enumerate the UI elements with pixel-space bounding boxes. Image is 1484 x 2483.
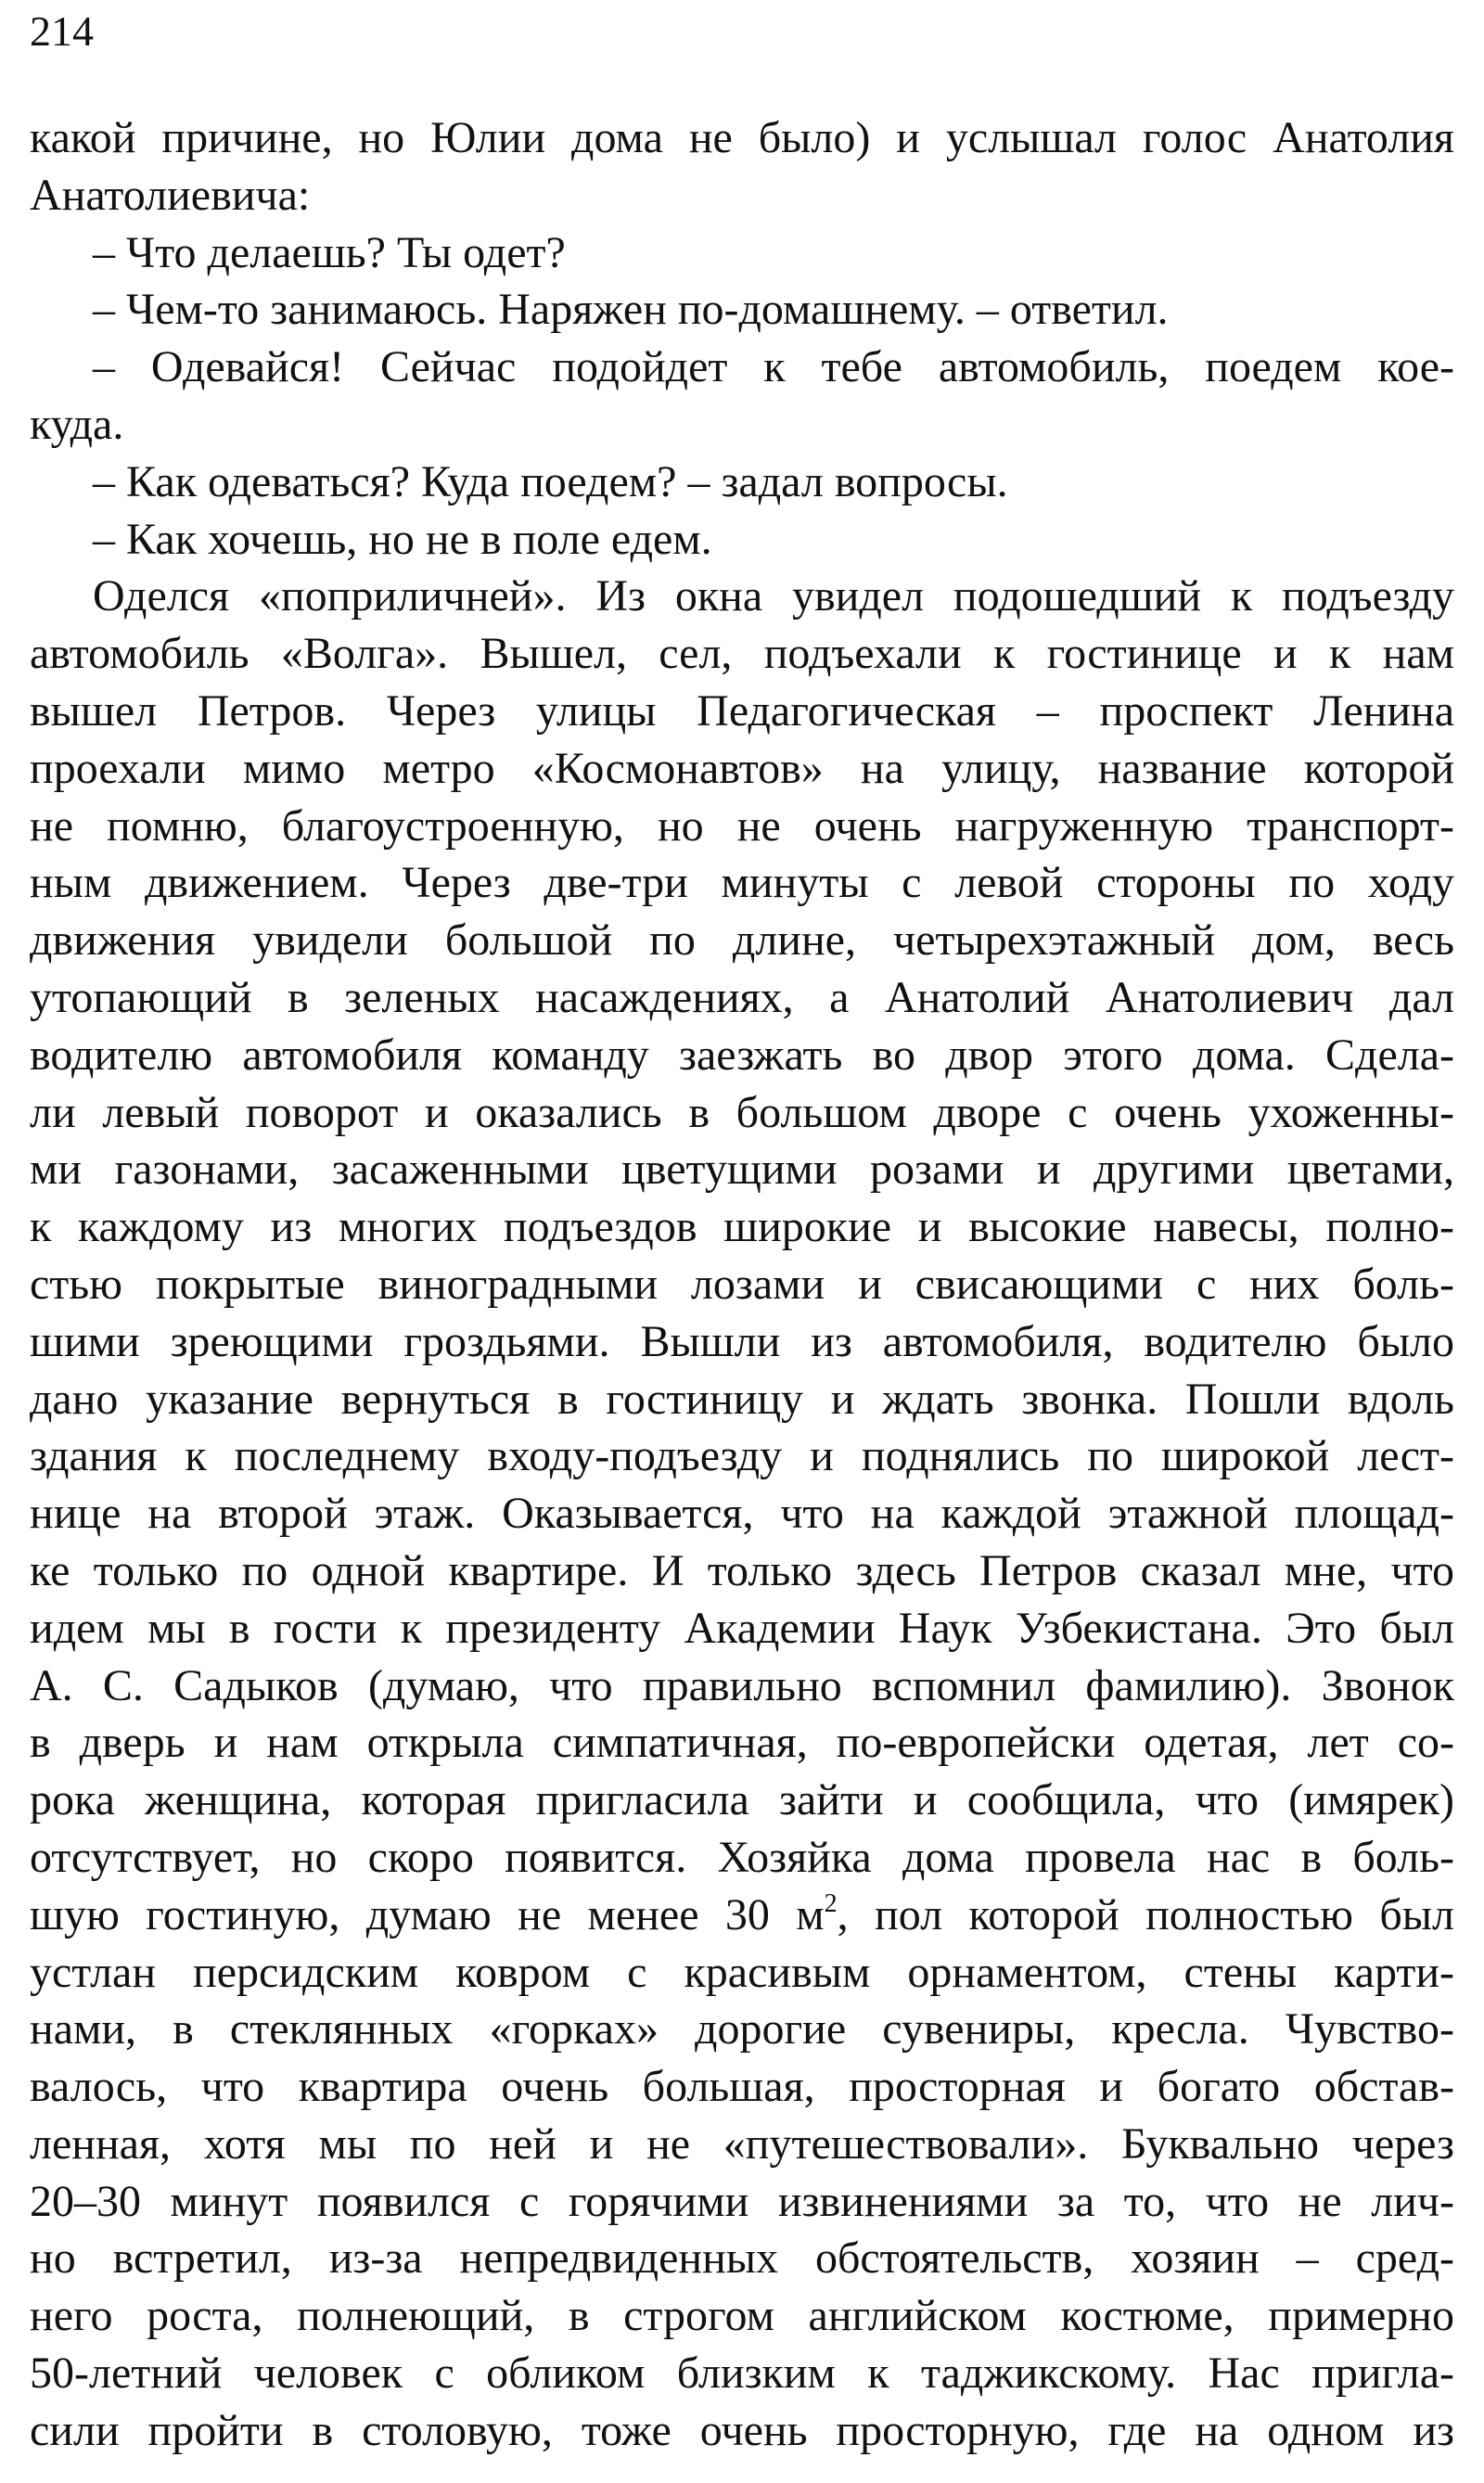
text-line: проехали мимо метро «Космонавтов» на улицу, название которой bbox=[30, 743, 1454, 793]
text-line: Анатолиевича: bbox=[30, 170, 311, 220]
dialogue-line: – Как одеваться? Куда поедем? – задал вопросы. bbox=[93, 456, 1008, 506]
text-line: утопающий в зеленых насаждениях, а Анатолий Анатолиевич дал bbox=[30, 972, 1454, 1022]
text-line: 20–30 минут появился с горячими извинениями за то, что не лич- bbox=[30, 2176, 1454, 2226]
dialogue-line: – Одевайся! Сейчас подойдет к тебе автомобиль, поедем кое- bbox=[93, 342, 1454, 392]
paragraph-start-line: Оделся «поприличней». Из окна увидел подошедший к подъезду bbox=[93, 571, 1454, 621]
text-line: него роста, полнеющий, в строгом английском костюме, примерно bbox=[30, 2291, 1454, 2341]
text-line: устлан персидским ковром с красивым орнаментом, стены карти- bbox=[30, 1947, 1454, 1997]
text-line: здания к последнему входу-подъезду и поднялись по широкой лест- bbox=[30, 1431, 1454, 1481]
text-line: идем мы в гости к президенту Академии Наук Узбекистана. Это был bbox=[30, 1603, 1454, 1653]
text-line-with-superscript bbox=[30, 1887, 1454, 1944]
line-part: шую гостиную, думаю не менее 30 м bbox=[30, 1889, 825, 1939]
text-line: дано указание вернуться в гостиницу и ждать звонка. Пошли вдоль bbox=[30, 1374, 1454, 1424]
dialogue-line: – Чем-то занимаюсь. Наряжен по-домашнему. – ответил. bbox=[93, 285, 1169, 335]
page-number: 214 bbox=[30, 7, 94, 55]
text-line: движения увидели большой по длине, четырехэтажный дом, весь bbox=[30, 915, 1454, 966]
text-line: к каждому из многих подъездов широкие и высокие навесы, полно- bbox=[30, 1202, 1454, 1252]
body-text bbox=[30, 109, 1454, 2460]
text-line: нице на второй этаж. Оказывается, что на каждой этажной площад- bbox=[30, 1489, 1454, 1539]
text-line: куда. bbox=[30, 399, 124, 449]
dialogue-line: – Что делаешь? Ты одет? bbox=[93, 227, 566, 277]
text-line: ке только по одной квартире. И только здесь Петров сказал мне, что bbox=[30, 1545, 1454, 1595]
line-part: , пол которой полностью был bbox=[837, 1889, 1454, 1939]
superscript: 2 bbox=[824, 1888, 838, 1918]
text-line: какой причине, но Юлии дома не было) и услышал голос Анатолия bbox=[30, 113, 1454, 162]
text-line: не помню, благоустроенную, но не очень нагруженную транспорт- bbox=[30, 800, 1454, 851]
text-line: нами, в стеклянных «горках» дорогие сувениры, кресла. Чувство- bbox=[30, 2004, 1454, 2054]
text-line: 50-летний человек с обликом близким к таджикскому. Нас пригла- bbox=[30, 2349, 1454, 2399]
text-line: автомобиль «Волга». Вышел, сел, подъехали к гостинице и к нам bbox=[30, 629, 1454, 679]
text-line: водителю автомобиля команду заезжать во двор этого дома. Сдела- bbox=[30, 1030, 1454, 1080]
dialogue-line: – Как хочешь, но не в поле едем. bbox=[93, 514, 712, 564]
text-line: валось, что квартира очень большая, просторная и богато обстав- bbox=[30, 2062, 1454, 2112]
text-line: ным движением. Через две-три минуты с левой стороны по ходу bbox=[30, 858, 1454, 908]
text-line: в дверь и нам открыла симпатичная, по-европейски одетая, лет со- bbox=[30, 1718, 1454, 1768]
text-line: отсутствует, но скоро появится. Хозяйка дома провела нас в боль- bbox=[30, 1832, 1454, 1882]
text-line: стью покрытые виноградными лозами и свисающими с них боль- bbox=[30, 1259, 1454, 1309]
text-line: А. С. Садыков (думаю, что правильно вспомнил фамилию). Звонок bbox=[30, 1660, 1454, 1710]
text-line: ленная, хотя мы по ней и не «путешествовали». Буквально через bbox=[30, 2118, 1454, 2169]
text-line: рока женщина, которая пригласила зайти и сообщила, что (имярек) bbox=[30, 1775, 1454, 1825]
text-line: сили пройти в столовую, тоже очень просторную, где на одном из bbox=[30, 2405, 1454, 2455]
text-line: ли левый поворот и оказались в большом дворе с очень ухоженны- bbox=[30, 1087, 1454, 1137]
text-line: но встретил, из-за непредвиденных обстоятельств, хозяин – сред- bbox=[30, 2233, 1454, 2284]
text-line: ми газонами, засаженными цветущими розами и другими цветами, bbox=[30, 1145, 1454, 1195]
text-line: шими зреющими гроздьями. Вышли из автомобиля, водителю было bbox=[30, 1316, 1454, 1366]
text-line: вышел Петров. Через улицы Педагогическая – проспект Ленина bbox=[30, 685, 1454, 736]
